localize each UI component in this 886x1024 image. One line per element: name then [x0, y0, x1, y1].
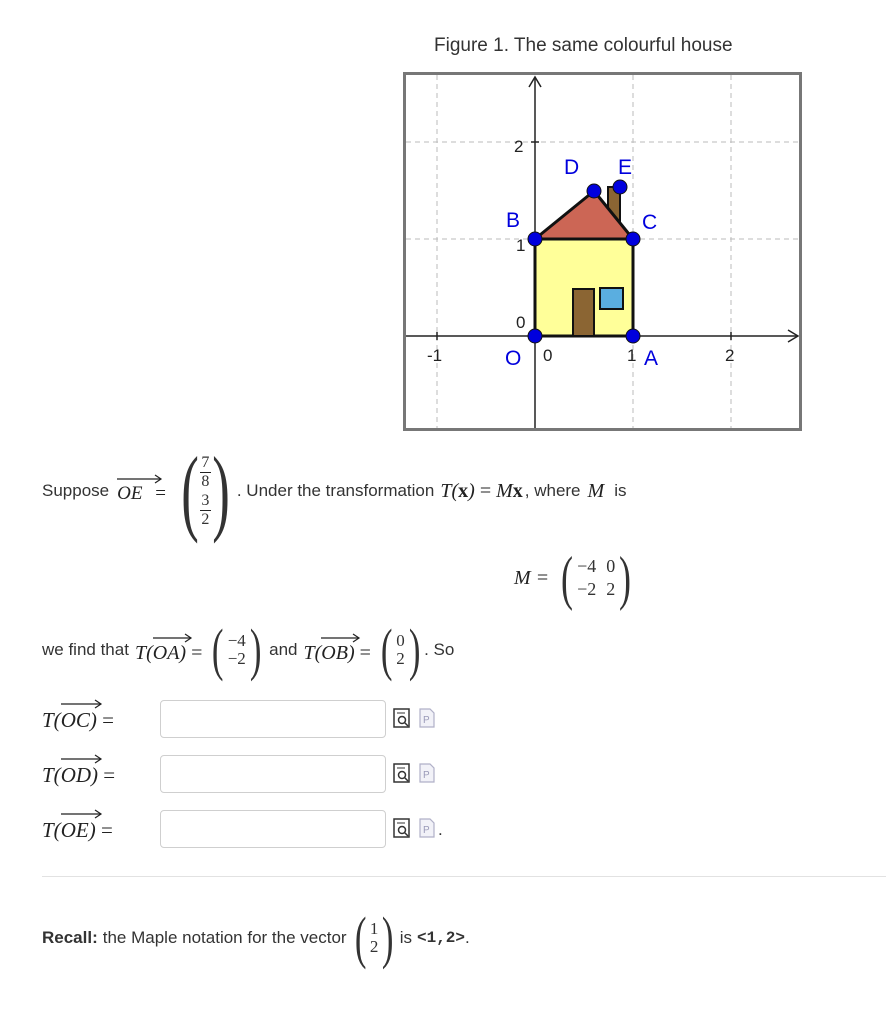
tick-label-x-0: 0 — [543, 346, 553, 365]
maple-notation: <1,2> — [417, 929, 466, 947]
recall-end: . — [465, 928, 470, 947]
svg-text:P: P — [423, 715, 430, 726]
point-o[interactable] — [528, 329, 542, 343]
m-var: M — [587, 479, 605, 502]
under-text: . Under the transformation — [236, 481, 435, 500]
overarrow-icon — [117, 474, 163, 484]
and-text: and — [269, 640, 298, 659]
section-divider — [42, 876, 886, 877]
is-text: is — [614, 481, 627, 500]
house-window — [600, 288, 623, 309]
oe-var: OE = — [117, 477, 174, 505]
oe-entries — [200, 455, 211, 528]
house-door — [573, 289, 594, 336]
point-c[interactable] — [626, 232, 640, 246]
we-find-text: we find that — [42, 640, 129, 659]
t-oe-label: T( OE) = — [42, 812, 113, 843]
period-after-icons: . — [438, 820, 443, 839]
we-find-line: we find that T( OA) = ( −4 −2 ) and T( OB) = ( 0 2 ) . So — [42, 617, 455, 682]
preview-icon[interactable] — [393, 708, 411, 728]
left-paren: ( — [181, 437, 199, 544]
suppose-label: Suppose — [42, 481, 110, 500]
oe-entry-1: $\frac{7}{8}$ — [201, 453, 210, 490]
tick-label-x-1: 1 — [627, 346, 637, 365]
point-label-b: B — [506, 209, 521, 232]
matrix-entry-22: 2 — [606, 579, 616, 599]
t-od-label: T( OD) = — [42, 757, 115, 788]
tick-label-y-0: 0 — [516, 313, 526, 332]
t-oc-label: T( OC) = — [42, 702, 114, 733]
oe-arrow-var: OE — [117, 477, 142, 505]
where-text: , where — [524, 481, 581, 500]
point-label-e: E — [618, 156, 633, 179]
point-label-o: O — [505, 347, 522, 370]
recall-label: Recall: — [42, 928, 98, 947]
right-paren: ) — [212, 437, 230, 544]
recall-text: the Maple notation for the vector — [102, 928, 347, 947]
syntax-help-icon[interactable] — [418, 708, 436, 728]
tick-label-x-2: 2 — [725, 346, 735, 365]
tick-label-x-neg1: -1 — [427, 346, 443, 365]
overarrow-icon — [61, 809, 103, 819]
matrix-entry-11: −4 — [577, 556, 597, 576]
point-label-c: C — [642, 211, 658, 234]
overarrow-icon — [61, 754, 103, 764]
t-oe-input[interactable] — [160, 810, 386, 848]
t-oa-lhs: T( OA) = — [135, 636, 202, 665]
point-b[interactable] — [528, 232, 542, 246]
overarrow-icon — [321, 633, 361, 643]
transform-eq: T(x) = Mx — [440, 479, 523, 502]
so-text: . So — [424, 640, 455, 659]
syntax-help-icon[interactable] — [418, 818, 436, 838]
t-oc-input[interactable] — [160, 700, 386, 738]
matrix-label: M = — [514, 566, 550, 589]
recall-vector: 1 2 — [369, 919, 379, 956]
t-oa-vector: −4 −2 — [227, 631, 246, 668]
recall-line: Recall: the Maple notation for the vector ( 1 2 ) is <1,2> . — [42, 905, 470, 970]
tick-label-y-1: 1 — [516, 236, 526, 255]
point-label-a: A — [644, 347, 659, 370]
matrix-entry-12: 0 — [606, 556, 616, 576]
house-graph-svg — [406, 75, 799, 428]
matrix-m: M = ( −4 0 −2 2 ) — [514, 545, 632, 611]
tick-label-y-2: 2 — [514, 137, 524, 156]
svg-text:P: P — [423, 770, 430, 781]
t-ob-vector: 0 2 — [396, 631, 405, 668]
syntax-help-icon[interactable] — [418, 763, 436, 783]
oe-entry-2: $\frac{3}{2}$ — [201, 491, 210, 528]
recall-is-text: is — [399, 928, 412, 947]
t-ob-lhs: T( OB) = — [304, 636, 371, 665]
preview-icon[interactable] — [393, 763, 411, 783]
svg-text:P: P — [423, 825, 430, 836]
t-od-input[interactable] — [160, 755, 386, 793]
point-a[interactable] — [626, 329, 640, 343]
suppose-line — [42, 437, 627, 544]
matrix-entry-21: −2 — [577, 579, 597, 599]
overarrow-icon — [153, 633, 193, 643]
point-e[interactable] — [613, 180, 627, 194]
point-label-d: D — [564, 156, 580, 179]
figure-title: Figure 1. The same colourful house — [434, 35, 733, 56]
preview-icon[interactable] — [393, 818, 411, 838]
point-d[interactable] — [587, 184, 601, 198]
matrix-entries — [577, 556, 615, 600]
house-graph — [403, 72, 802, 431]
overarrow-icon — [61, 699, 103, 709]
